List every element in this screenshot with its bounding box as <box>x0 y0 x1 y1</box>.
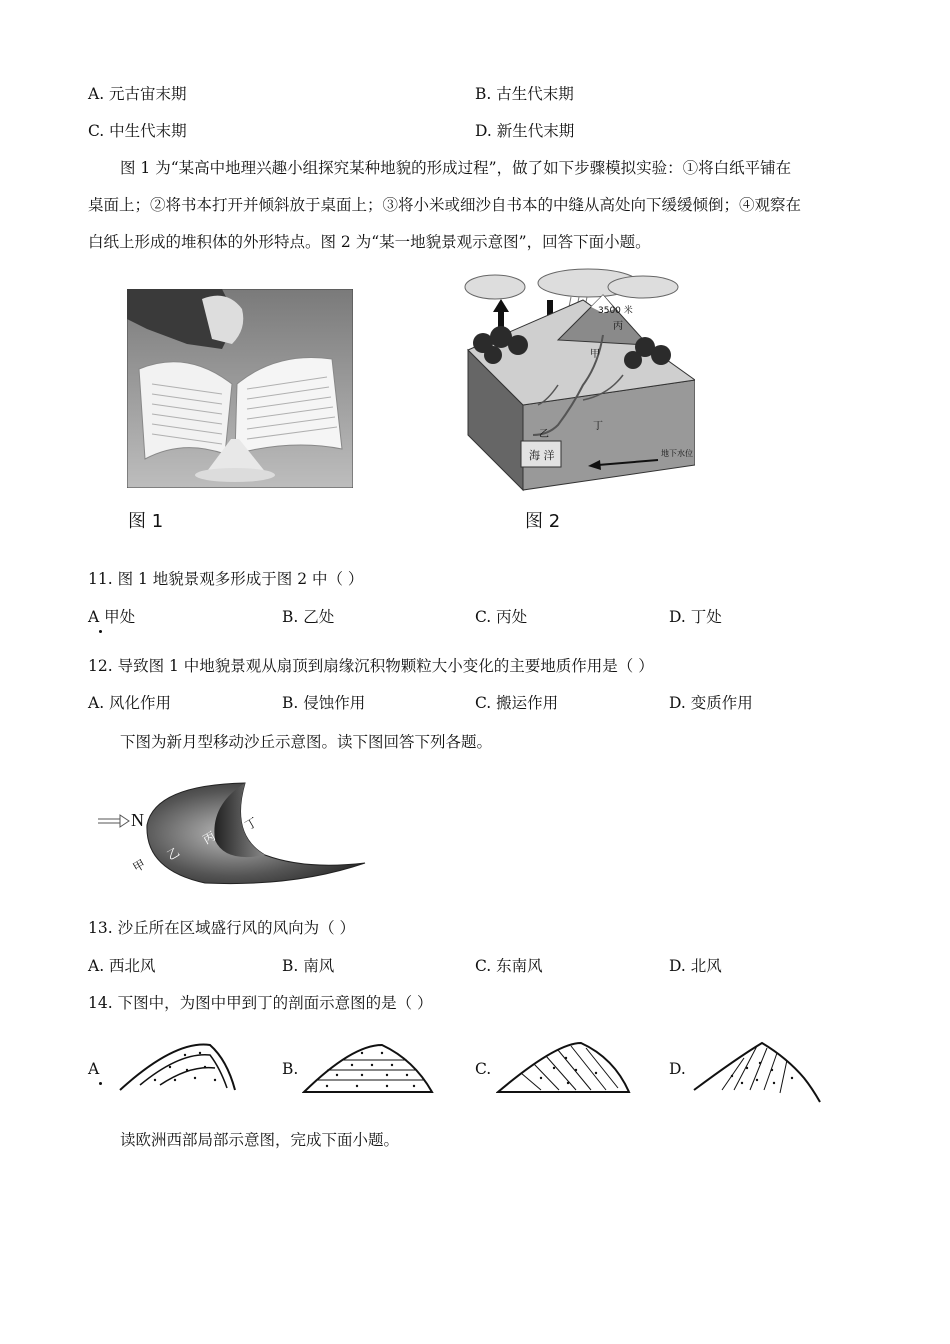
q14-option-d-label: D. <box>669 1060 686 1078</box>
intro1-line2: 桌面上；②将书本打开并倾斜放于桌面上；③将小米或细沙自书本的中缝从高处向下缓缓倾倒；④观察在 <box>88 196 802 214</box>
intro1-line3: 白纸上形成的堆积体的外形特点。图 2 为“某一地貌景观示意图”，回答下面小题。 <box>88 233 651 251</box>
q11-option-b: B. 乙处 <box>282 608 335 626</box>
q11-dot-mark <box>99 630 102 633</box>
fig2-altitude-label: 3500 米 <box>598 306 633 316</box>
fig2-label-ding: 丁 <box>593 421 603 432</box>
dune-label-yi: 乙 <box>164 844 182 863</box>
fig2-label-bing: 丙 <box>613 321 623 332</box>
q14-dot-mark <box>99 1082 102 1085</box>
dune-label-ding: 丁 <box>242 814 260 833</box>
intro3-text: 读欧洲西部局部示意图，完成下面小题。 <box>120 1131 400 1149</box>
q14-stem: 14. 下图中，为图中甲到丁的剖面示意图的是（ ） <box>88 994 433 1012</box>
q12-option-b: B. 侵蚀作用 <box>282 694 366 712</box>
q13-option-d: D. 北风 <box>669 957 722 975</box>
fig2-ocean-label: 海 洋 <box>529 449 555 462</box>
figure-1-caption: 图 1 <box>128 511 164 532</box>
q10-option-d: D. 新生代末期 <box>475 122 575 140</box>
dune-diagram <box>95 775 370 885</box>
q12-option-a: A. 风化作用 <box>88 694 172 712</box>
dune-label-bing: 丙 <box>200 828 218 847</box>
q11-option-d: D. 丁处 <box>669 608 722 626</box>
q12-option-c: C. 搬运作用 <box>475 694 559 712</box>
q14-option-b-label: B. <box>282 1060 299 1078</box>
dune-north-label: N <box>131 810 144 830</box>
q11-stem: 11. 图 1 地貌景观多形成于图 2 中（ ） <box>88 570 364 588</box>
intro2-text: 下图为新月型移动沙丘示意图。读下图回答下列各题。 <box>120 733 493 751</box>
q14-option-d-profile <box>692 1038 824 1104</box>
q14-option-c-profile <box>496 1038 631 1094</box>
q10-option-b: B. 古生代末期 <box>475 85 574 103</box>
figure-2-diagram <box>463 265 695 498</box>
q14-option-a-profile <box>115 1040 240 1092</box>
q13-option-c: C. 东南风 <box>475 957 543 975</box>
q13-option-b: B. 南风 <box>282 957 335 975</box>
q13-option-a: A. 西北风 <box>88 957 156 975</box>
intro1-line1: 图 1 为“某高中地理兴趣小组探究某种地貌的形成过程”，做了如下步骤模拟实验：①将白纸平铺在 <box>120 159 792 177</box>
fig2-label-yi: 乙 <box>539 429 549 440</box>
q14-option-a-label: A <box>88 1060 100 1078</box>
q14-option-b-profile <box>302 1040 434 1094</box>
q14-option-c-label: C. <box>475 1060 492 1078</box>
q10-option-a: A. 元古宙末期 <box>88 85 187 103</box>
q12-stem: 12. 导致图 1 中地貌景观从扇顶到扇缘沉积物颗粒大小变化的主要地质作用是（ ） <box>88 657 654 675</box>
q11-option-c: C. 丙处 <box>475 608 528 626</box>
q11-option-a: A 甲处 <box>88 608 136 626</box>
q10-option-c: C. 中生代末期 <box>88 122 187 140</box>
q13-stem: 13. 沙丘所在区域盛行风的风向为（ ） <box>88 919 356 937</box>
figure-1-photo <box>127 289 353 488</box>
dune-label-jia: 甲 <box>130 856 148 875</box>
fig2-groundwater-label: 地下水位 <box>661 449 693 458</box>
fig2-label-jia: 甲 <box>590 349 600 360</box>
q12-option-d: D. 变质作用 <box>669 694 753 712</box>
figure-2-caption: 图 2 <box>525 511 561 532</box>
